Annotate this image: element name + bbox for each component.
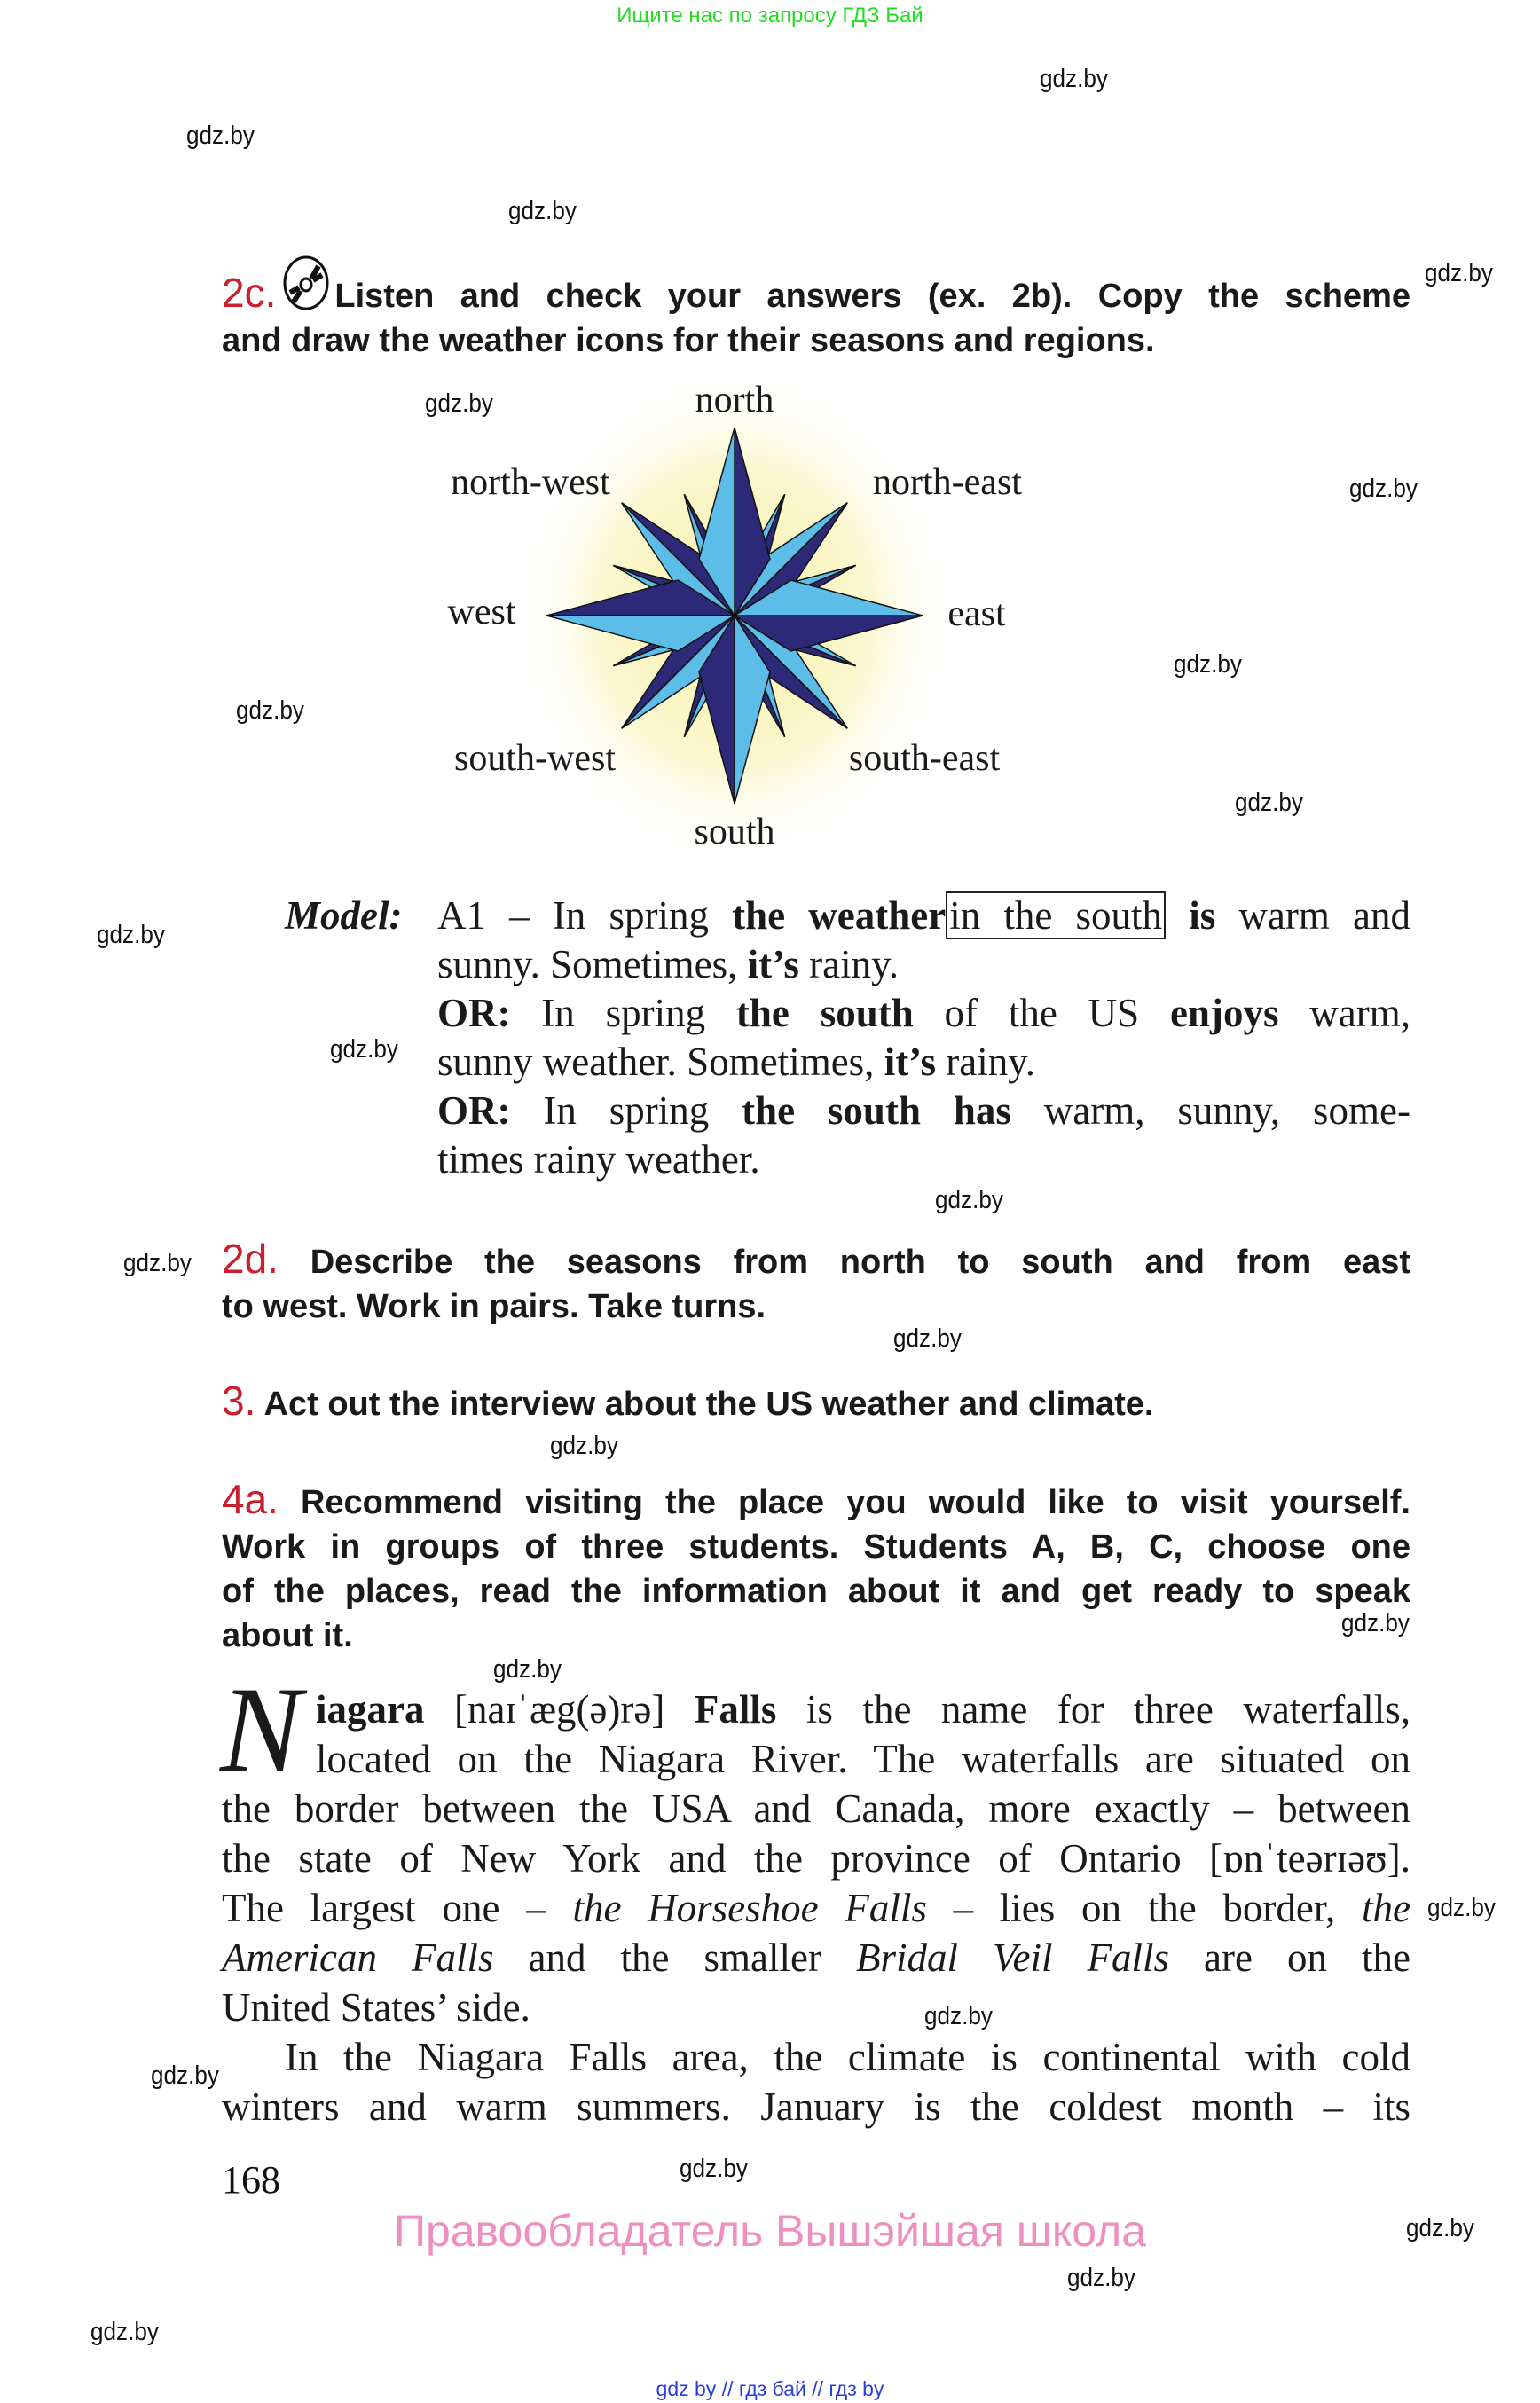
text-line [222,1834,1410,1883]
text-segment: rainy. [936,1040,1036,1084]
label-north: north [695,380,774,420]
instruction-line [222,1525,1410,1569]
instruction-text: Work in groups of three students. Students A, B, C, choose one [222,1528,1410,1566]
text-segment: of the US [913,991,1170,1035]
watermark: gdz.by [1235,789,1303,817]
text-segment: the state of New York and the province of Ontario [ɒnˈteərɪəʊ]. [222,1836,1410,1881]
instruction-text: Describe the seasons from north to south and from east [310,1244,1411,1281]
text-segment: OR: [437,1088,511,1133]
text-line [222,2082,1410,2132]
watermark: gdz.by [425,389,493,418]
instruction-line [222,255,1410,318]
watermark: gdz.by [330,1035,398,1064]
text-segment: the Horseshoe Falls [572,1886,927,1930]
model-text [437,891,1410,1184]
instruction-text: to west. Work in pairs. Take turns. [222,1288,766,1325]
text-segment: A1 – In spring [437,893,733,938]
watermark: gdz.by [1427,1894,1496,1922]
text-segment: Falls [694,1687,777,1732]
text-segment: warm, sunny, some- [1010,1088,1410,1133]
model-label: Model: [285,893,403,938]
watermark: gdz.by [493,1655,562,1684]
text-line [222,1933,1410,1983]
watermark: gdz.by [1425,259,1493,287]
text-segment: OR: [437,991,511,1035]
watermark: gdz.by [1406,2214,1474,2242]
instruction-line [222,1477,1410,1525]
text-line [222,2032,1410,2082]
text-line [437,940,1410,989]
watermark: gdz.by [935,1186,1003,1214]
label-east: east [947,593,1006,634]
copyright-notice: Правообладатель Вышэйшая школа [394,2206,1146,2256]
instruction-text: Listen and check your answers (ex. 2b). Copy the scheme [334,278,1410,315]
label-west: west [447,592,516,632]
exercise-number: 2c. [222,270,277,316]
instruction-line [222,1378,1410,1426]
text-segment: rainy. [798,942,899,986]
text-segment: the [1362,1886,1411,1930]
text-segment: The largest one – [222,1886,573,1930]
watermark: gdz.by [123,1249,192,1277]
watermark: gdz.by [1174,650,1242,679]
exercise-2c [222,255,1410,363]
text-segment: is the name for three waterfalls, [776,1687,1410,1732]
instruction-line [222,1614,1410,1658]
text-line [437,891,1410,940]
exercise-number: 2d. [222,1236,279,1282]
watermark: gdz.by [550,1432,618,1460]
label-north-east: north-east [873,462,1022,503]
watermark: gdz.by [186,122,255,150]
text-segment: American Falls [222,1936,494,1980]
text-segment: times rainy weather. [437,1137,760,1182]
text-line [437,1038,1410,1087]
audio-disc-icon[interactable] [281,255,331,310]
label-south-east: south-east [848,738,1001,779]
watermark: gdz.by [924,2002,993,2030]
watermark: gdz.by [680,2155,748,2183]
text-segment: [naɪˈæg(ə)rə] [424,1687,695,1732]
text-segment: it’s [747,942,799,986]
top-banner[interactable]: Ищите нас по запросу ГДЗ Бай [617,4,923,27]
text-line [222,1784,1410,1834]
instruction-line [222,1237,1410,1284]
text-segment: and the smaller [493,1936,856,1980]
text-segment: is [1166,893,1216,938]
label-north-west: north-west [451,462,610,503]
text-segment: warm and [1215,893,1411,938]
text-segment: In spring [510,1088,742,1133]
watermark: gdz.by [236,696,304,725]
boxed-phrase: in the south [946,891,1166,939]
text-segment: the south [735,991,914,1035]
instruction-text: Act out the interview about the US weather and climate. [263,1386,1154,1423]
text-segment: located on the Niagara River. The waterfalls are situated on [316,1737,1410,1781]
bottom-links[interactable]: gdz by // гдз бай // гдз by [656,2377,884,2400]
text-segment: the south has [742,1088,1011,1133]
instruction-text: of the places, read the information about it and get ready to speak [222,1573,1410,1610]
page-number: 168 [222,2158,280,2202]
instruction-text: about it. [222,1617,353,1654]
text-segment: In the Niagara Falls area, the climate is continental with cold [285,2035,1410,2079]
text-line [437,989,1410,1038]
text-line [222,1983,1410,2032]
watermark: gdz.by [1067,2264,1135,2292]
watermark: gdz.by [90,2318,159,2346]
label-south: south [694,812,775,852]
exercise-3 [222,1378,1410,1426]
drop-cap: N [220,1661,302,1797]
text-line [222,1734,1410,1784]
text-line [222,1684,1410,1734]
instruction-line [222,1284,1410,1329]
exercise-2d [222,1237,1410,1329]
niagara-text [222,1684,1410,2132]
text-segment: are on the [1169,1936,1411,1980]
text-segment: enjoys [1169,991,1279,1035]
text-segment: the border between the USA and Canada, more exactly – between [222,1787,1410,1831]
text-segment: United States’ side. [222,1985,530,2030]
text-segment: the weather [732,893,947,938]
text-line [222,1883,1410,1933]
compass-rose [468,349,1001,882]
text-segment: In spring [510,991,736,1035]
watermark: gdz.by [1341,1609,1410,1637]
instruction-text: and draw the weather icons for their seasons and regions. [222,322,1155,359]
watermark: gdz.by [97,921,165,949]
watermark: gdz.by [508,197,577,225]
watermark: gdz.by [151,2061,219,2090]
watermark: gdz.by [893,1324,962,1353]
text-segment: it’s [884,1040,937,1084]
text-segment: sunny. Sometimes, [437,942,748,986]
text-segment: sunny weather. Sometimes, [437,1040,884,1084]
text-line [437,1135,1410,1184]
watermark: gdz.by [1040,65,1108,93]
text-segment: winters and warm summers. January is the coldest month – its [222,2085,1410,2129]
instruction-text: Recommend visiting the place you would like to visit yourself. [300,1484,1410,1521]
text-segment: iagara [316,1687,425,1732]
text-segment: – lies on the border, [926,1886,1363,1930]
instruction-line [222,1569,1410,1614]
text-segment: Bridal Veil Falls [855,1936,1170,1980]
text-line [437,1087,1410,1135]
text-segment: warm, [1278,991,1410,1035]
watermark: gdz.by [1349,475,1418,503]
exercise-number: 4a. [222,1476,279,1522]
exercise-number: 3. [222,1378,256,1424]
label-south-west: south-west [454,738,616,779]
exercise-4a [222,1477,1410,1658]
